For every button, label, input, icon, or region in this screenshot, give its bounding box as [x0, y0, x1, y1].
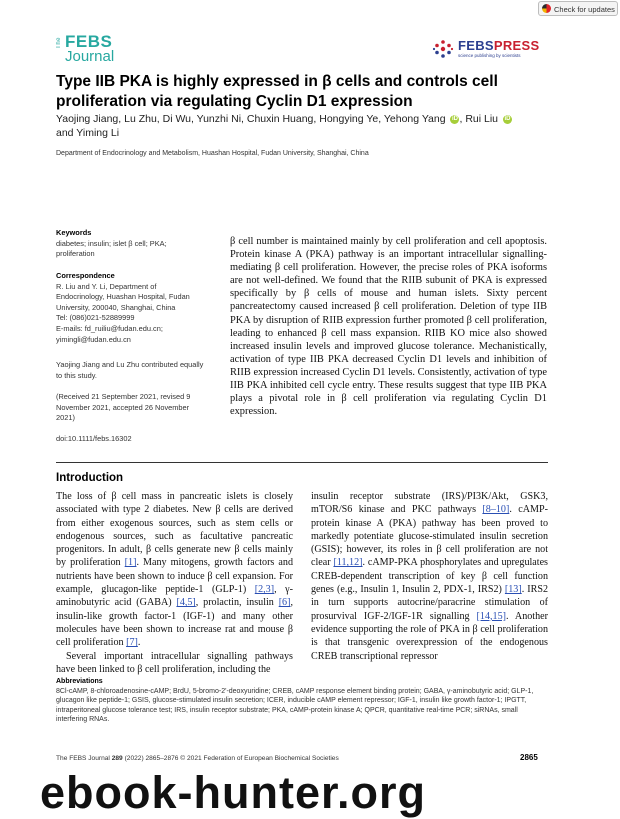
article-title: Type IIB PKA is highly expressed in β cells and controls cell proliferation via regulating Cyclin D1 expression: [56, 73, 498, 110]
febs-press-logo: [432, 38, 540, 64]
citation-link[interactable]: [4,5]: [176, 597, 196, 609]
paragraph-text: . IRS2 in turn supports autocrine/paracrine stimulation of prosurvival IGF-2/IGF-1R signalling: [311, 584, 548, 622]
citation-link[interactable]: [7]: [126, 637, 138, 649]
keywords-heading: Keywords: [56, 228, 92, 237]
paragraph-text: , insulin-like growth factor-1 (IGF-1) and many other molecules have been shown to increase rat and mouse β cell proliferation: [56, 597, 293, 649]
citation-link[interactable]: [8–10]: [482, 504, 510, 516]
paragraph-text: Several important intracellular signalling pathways have been linked to β cell proliferation, including the: [56, 650, 293, 675]
citation-link[interactable]: [13]: [504, 584, 522, 596]
authors-last: and Yiming Li: [56, 127, 120, 139]
equal-contribution-note: Yaojing Jiang and Lu Zhu contributed equally to this study.: [56, 360, 204, 380]
watermark: ebook-hunter.org: [40, 767, 426, 818]
article-doi[interactable]: doi:10.1111/febs.16302: [56, 434, 132, 443]
paragraph-text: .: [137, 637, 141, 649]
intro-column-right: [311, 490, 548, 663]
affiliation: Department of Endocrinology and Metabolism, Huashan Hospital, Fudan University, Shanghai, China: [56, 150, 369, 157]
febs-press-dots-icon: [432, 38, 454, 60]
keywords-block: [56, 228, 206, 260]
page-number: 2865: [520, 753, 538, 762]
paragraph-text: . cAMP-protein kinase A (PKA) pathway has been proved to markedly potentiate glucose-stimulated insulin secretion (GSIS); however, its roles in β cell proliferation are not clear: [311, 504, 548, 569]
paragraph-text: The loss of β cell mass in pancreatic islets is closely associated with type 2 diabetes. New β cells are derived from either exogenous sources, such as stem cells or endogenous sources, such as facultative pancreatic progenitors. In adult, β cells generate new β cells mainly by proliferation: [56, 491, 293, 569]
febs-press-tagline: science publishing by scientists: [458, 53, 521, 58]
correspondence-emails[interactable]: E-mails: fd_ruiliu@fudan.edu.cn; yimingli@fudan.edu.cn: [56, 323, 163, 344]
paragraph-text: . Another evidence supporting the role of PKA in β cell proliferation is that transgenic overexpression of the endogenous CREB transcriptional repressor: [311, 610, 548, 662]
footer-journal: The FEBS Journal: [56, 755, 110, 762]
footer-volume: 289: [111, 755, 123, 762]
keywords-text: diabetes; insulin; islet β cell; PKA; proliferation: [56, 238, 167, 259]
febs-journal-logo: [56, 34, 128, 66]
abbreviations-heading: Abbreviations: [56, 678, 103, 685]
citation-link[interactable]: [1]: [124, 557, 137, 569]
correspondence-tel: Tel: (086)021-52889999: [56, 313, 135, 323]
febs-press-name: FEBSPRESS: [458, 38, 540, 53]
paragraph-text: insulin receptor substrate (IRS)/PI3K/Akt, GSK3, mTOR/S6 kinase and PKC pathways: [311, 491, 548, 516]
correspondence-text: R. Liu and Y. Li, Department of Endocrinology, Huashan Hospital, Fudan University, 200040, Shanghai, China: [56, 281, 190, 312]
footer-rest: (2022) 2865–2876 © 2021 Federation of European Biochemical Societies: [124, 755, 339, 762]
page-footer: [56, 755, 548, 762]
paragraph-text: , γ-aminobutyric acid (GABA): [56, 584, 293, 609]
authors-separator: ,: [459, 113, 466, 125]
intro-column-left: [56, 490, 293, 676]
intro-paragraph: [56, 650, 293, 677]
article-dates: (Received 21 September 2021, revised 9 November 2021, accepted 26 November 2021): [56, 392, 191, 423]
orcid-icon[interactable]: iD: [504, 115, 511, 122]
paragraph-text: . cAMP-PKA phosphorylates and upregulates CREB-dependent transcription of key β cell function genes (e.g., Insulin 1, Insulin 2, PDX-1, IRS2): [311, 557, 548, 596]
author-rui-liu: Rui Liu: [465, 113, 499, 125]
orcid-icon[interactable]: iD: [451, 115, 458, 122]
intro-paragraph: [311, 490, 548, 663]
citation-link[interactable]: [14,15]: [476, 610, 506, 622]
correspondence-block: [56, 271, 206, 345]
citation-link[interactable]: [2,3]: [254, 584, 275, 596]
intro-paragraph: [56, 490, 293, 650]
logo-journal: Journal: [65, 48, 115, 65]
paragraph-text: , prolactin, insulin: [195, 597, 279, 609]
correspondence-heading: Correspondence: [56, 271, 115, 280]
section-divider: [56, 462, 548, 463]
abstract: β cell number is maintained mainly by cell proliferation and cell apoptosis. Protein kinase A (PKA) pathway is an important intracellular signalling-mediating β cell proliferation. However, the precise roles of PKA isoforms are not well-defined. We found that the RIIB subunit of PKA is expressed specifically by β cells of mouse and human islets. Sixty percent pancreatectomy caused increased β cell proliferation. Deletion of type IIB PKA by disruption of RIIB expression further promoted β cell proliferation, leading to enhanced β cell mass expansion. RIIB KO mice also showed increased insulin levels and improved glucose tolerance. Mechanistically, activation of type IIB PKA decreased Cyclin D1 levels and inhibition of RIIB expression increased Cyclin D1 levels. Consistently, activation of type IIB PKA inhibited cell cycle entry. These results suggest that type IIB PKA plays a pivotal role in β cell proliferation via regulating Cyclin D1 expression.: [230, 236, 547, 418]
author-list: [56, 112, 556, 140]
citation-link[interactable]: [6]: [278, 597, 291, 609]
check-for-updates-label: Check for updates: [554, 5, 615, 14]
crossmark-icon: [542, 4, 551, 13]
abbreviations-text: 8Cl-cAMP, 8-chloroadenosine-cAMP; BrdU, 5-bromo-2'-deoxyuridine; CREB, cAMP response element binding protein; GABA, γ-aminobutyric acid; GLP-1, glucagon like peptide-1; GSIS, glucose-stimulated insulin secretion; ICER, inducible cAMP element repressor; IGF-1, insulin like growth factor-1; IPGTT, intraperitoneal glucose tolerance test; IRS, insulin receptor substrate; PKA, cAMP-protein kinase A; QPCR, quantitative real-time PCR; siRNAs, small interfering RNAs.: [56, 687, 534, 723]
logo-febs: FEBS: [65, 32, 113, 51]
citation-link[interactable]: [11,12]: [333, 557, 363, 569]
authors-text: Yaojing Jiang, Lu Zhu, Di Wu, Yunzhi Ni, Chuxin Huang, Hongying Ye, Yehong Yang: [56, 113, 446, 125]
introduction-heading: Introduction: [56, 472, 124, 484]
logo-the: The: [56, 37, 62, 49]
paragraph-text: . Many mitogens, growth factors and nutrients have been shown to induce β cell expansion. For example, glucagon-like peptide-1 (GLP-1): [56, 557, 293, 596]
abbreviations-block: [56, 677, 548, 725]
check-for-updates-button[interactable]: [538, 1, 618, 16]
